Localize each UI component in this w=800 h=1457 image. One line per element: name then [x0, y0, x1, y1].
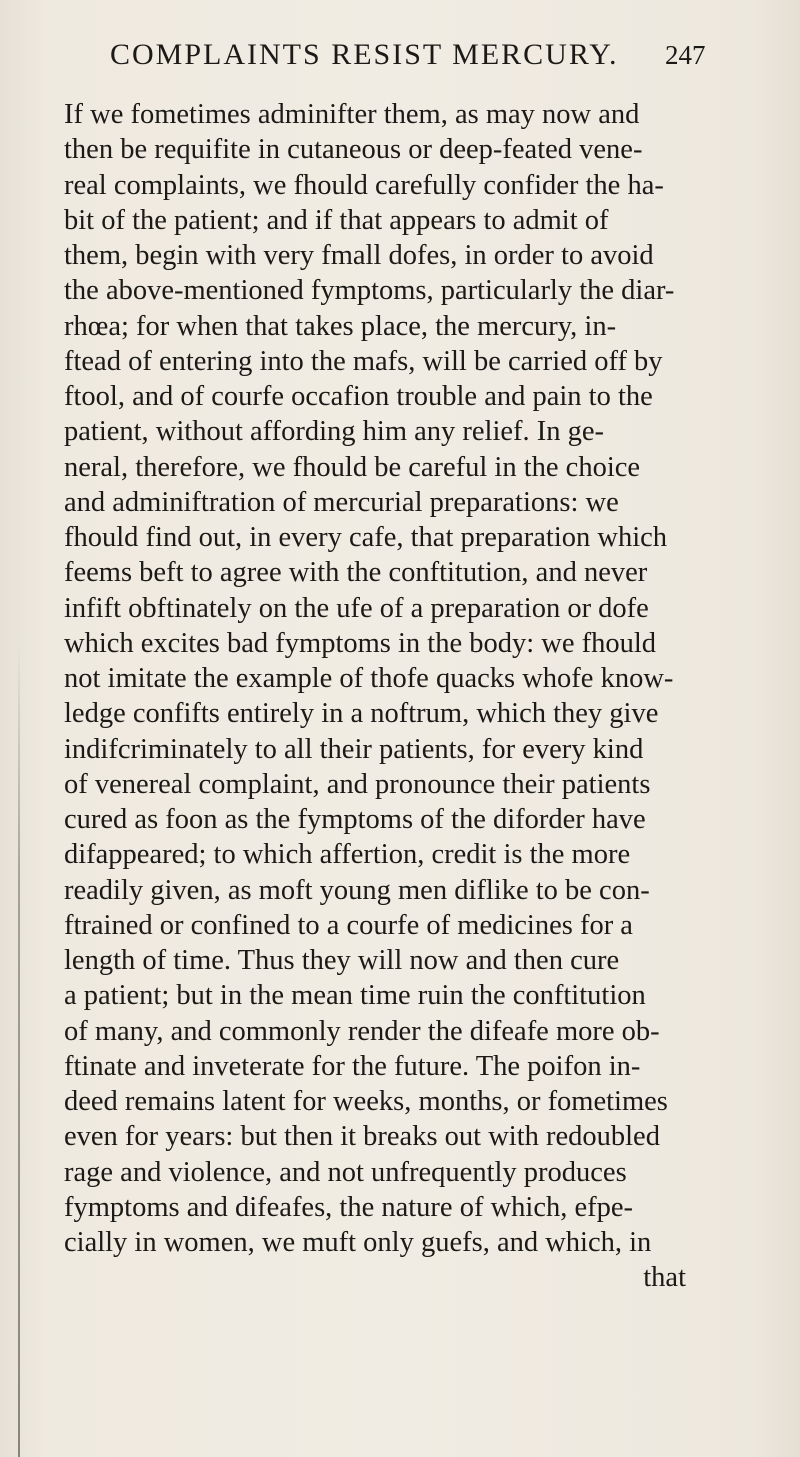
page-gutter-shadow	[18, 640, 20, 1457]
body-text	[64, 97, 800, 1296]
running-head-title: COMPLAINTS RESIST MERCURY.	[110, 38, 619, 71]
text-line: a patient; but in the mean time ruin the conftitution	[64, 980, 646, 1012]
text-line: rage and violence, and not unfrequently produces	[64, 1156, 627, 1188]
text-line: ftead of entering into the mafs, will be carried off by	[64, 345, 663, 377]
text-line: rhœa; for when that takes place, the mercury, in-	[64, 310, 617, 342]
text-line: patient, without affording him any relief. In ge-	[64, 416, 605, 448]
text-line: ftrained or confined to a courfe of medicines for a	[64, 909, 633, 941]
text-line: deed remains latent for weeks, months, or fometimes	[64, 1086, 668, 1117]
text-line: infift obftinately on the ufe of a preparation or dofe	[64, 592, 649, 624]
text-line: them, begin with very fmall dofes, in order to avoid	[64, 240, 654, 271]
catchword: that	[643, 1262, 686, 1294]
text-line: cially in women, we muft only guefs, and which, in	[64, 1227, 652, 1258]
page-number: 247	[665, 40, 706, 70]
text-line: even for years: but then it breaks out with redoubled	[64, 1121, 660, 1153]
text-line: which excites bad fymptoms in the body: we fhould	[64, 627, 657, 659]
text-line: If we fometimes adminifter them, as may now and	[64, 99, 640, 130]
text-line: cured as foon as the fymptoms of the diforder have	[64, 804, 646, 835]
text-line: of venereal complaint, and pronounce their patients	[64, 768, 651, 800]
text-line: then be requifite in cutaneous or deep-feated vene-	[64, 134, 643, 166]
text-line: ftinate and inveterate for the future. The poifon in-	[64, 1050, 641, 1082]
text-line: bit of the patient; and if that appears to admit of	[64, 204, 609, 236]
text-line: feems beft to agree with the conftitution, and never	[64, 557, 648, 589]
text-line: fhould find out, in every cafe, that preparation which	[64, 522, 668, 553]
text-line: length of time. Thus they will now and then cure	[64, 945, 620, 976]
text-line: real complaints, we fhould carefully confider the ha-	[64, 169, 664, 201]
text-line: readily given, as moft young men diflike to be con-	[64, 874, 650, 906]
text-line: ftool, and of courfe occafion trouble and pain to the	[64, 381, 653, 412]
text-line: difappeared; to which affertion, credit is the more	[64, 839, 631, 871]
text-line: fymptoms and difeafes, the nature of which, efpe-	[64, 1191, 633, 1223]
text-line: ledge confifts entirely in a noftrum, which they give	[64, 698, 659, 730]
text-line: and adminiftration of mercurial preparations: we	[64, 486, 619, 518]
text-line: of many, and commonly render the difeafe more ob-	[64, 1015, 660, 1047]
text-line: indifcriminately to all their patients, for every kind	[64, 733, 644, 765]
text-line: neral, therefore, we fhould be careful in the choice	[64, 451, 641, 483]
text-line: not imitate the example of thofe quacks whofe know-	[64, 663, 674, 694]
text-line: the above-mentioned fymptoms, particularly the diar-	[64, 275, 675, 307]
